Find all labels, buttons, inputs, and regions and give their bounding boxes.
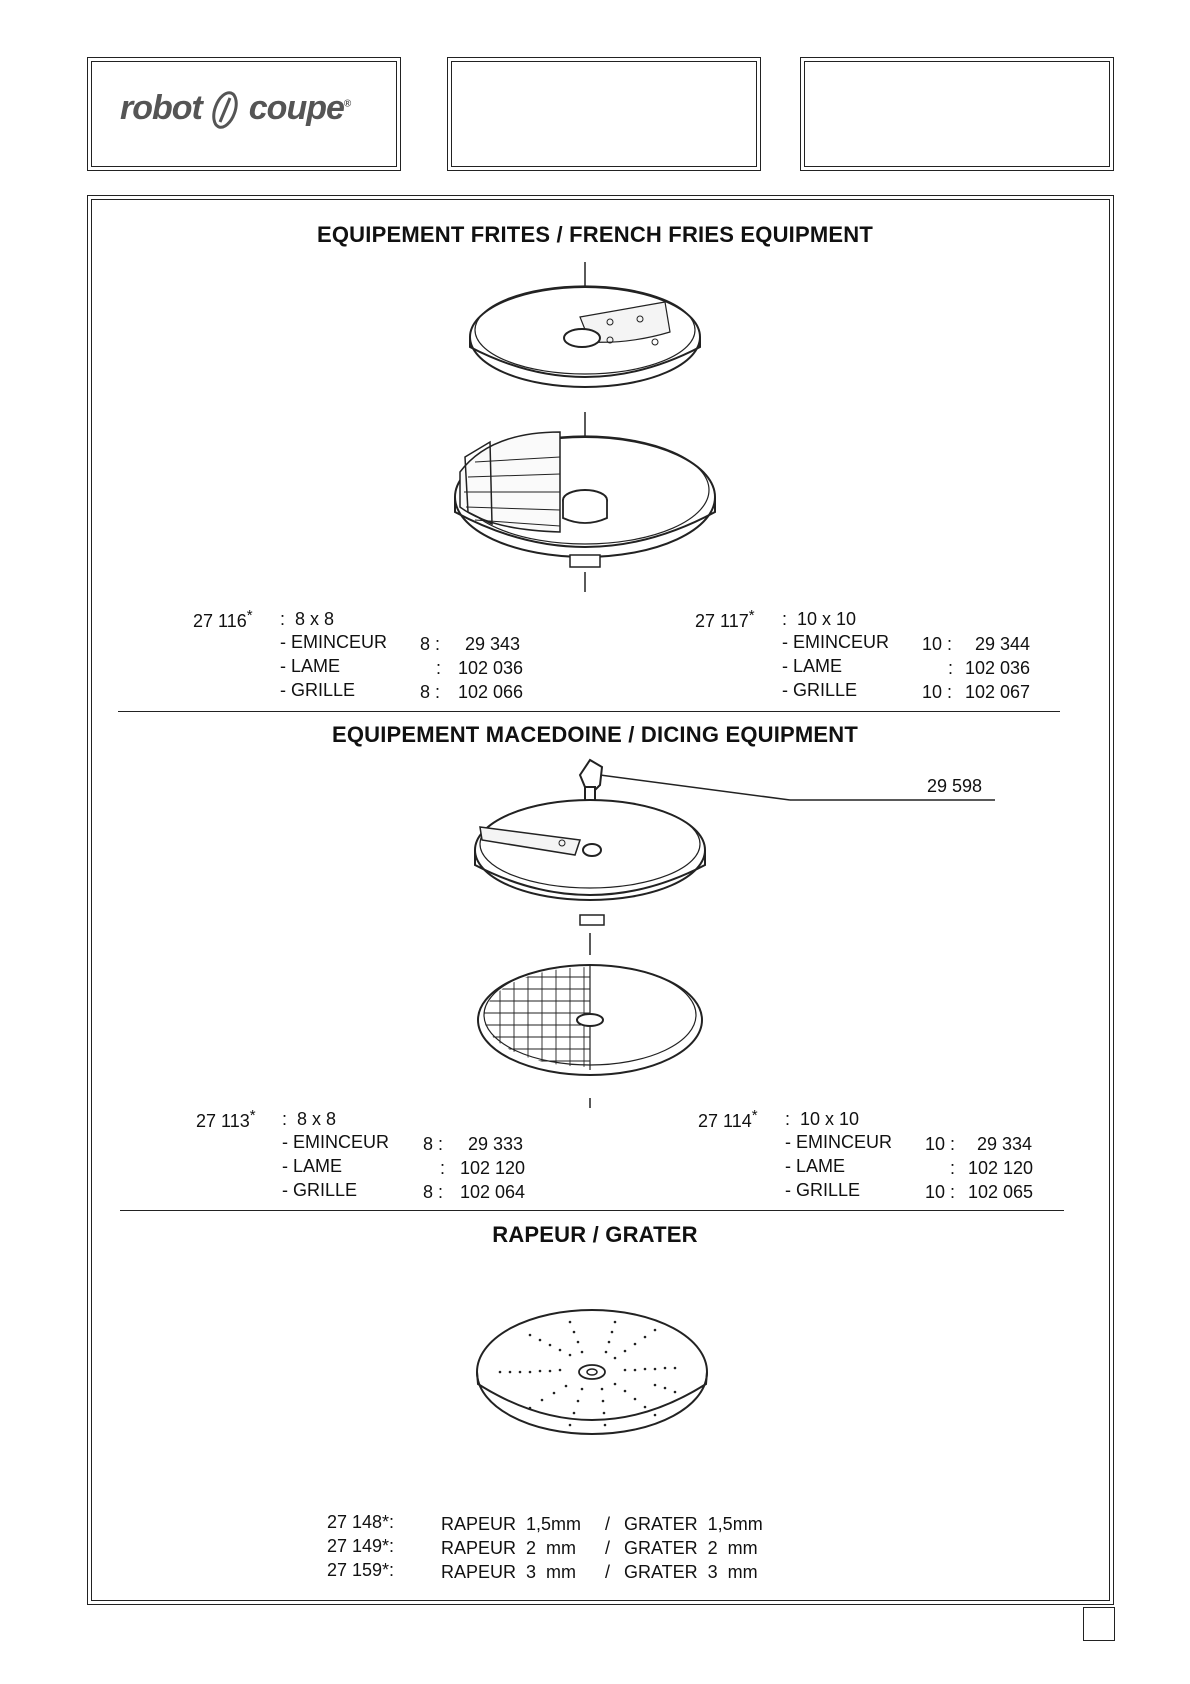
row-label: - LAME (785, 1156, 846, 1176)
row-size: 10 : (925, 1134, 956, 1154)
dicing-section-title: EQUIPEMENT MACEDOINE / DICING EQUIPMENT (331, 722, 859, 747)
header-logo-box (87, 57, 401, 171)
fries-left-ref (193, 607, 253, 632)
row-size: : (948, 658, 954, 678)
row-code: 102 067 (965, 682, 1031, 702)
grater-ref: 27 148*: (327, 1512, 395, 1532)
header-empty-box-middle (447, 57, 761, 171)
row-code: 29 334 (977, 1134, 1033, 1154)
grater-en: GRATER 2 mm (624, 1538, 758, 1558)
dicing-left-size: : 8 x 8 (282, 1109, 337, 1129)
row-size: : (950, 1158, 956, 1178)
dicing-right-size: : 10 x 10 (785, 1109, 860, 1129)
part-ref: 27 114 (698, 1111, 752, 1131)
row-size: 8 : (423, 1182, 444, 1202)
row-label: - GRILLE (785, 1180, 861, 1200)
row-size: 8 : (423, 1134, 444, 1154)
row-label: - EMINCEUR (782, 632, 889, 652)
grater-en: GRATER 1,5mm (624, 1514, 763, 1534)
row-label: - GRILLE (280, 680, 356, 700)
part-ref: 27 116 (193, 611, 247, 631)
grater-ref: 27 159*: (327, 1560, 395, 1580)
logo-registered: ® (343, 98, 351, 110)
row-label: - GRILLE (282, 1180, 358, 1200)
row-code: 102 036 (965, 658, 1031, 678)
logo-text-left: robot (120, 88, 202, 127)
row-label: - LAME (280, 656, 341, 676)
brand-logo (120, 88, 350, 132)
grater-sep: / (605, 1538, 611, 1558)
asterisk: * (748, 607, 755, 624)
dicing-disc-illustration (440, 755, 1000, 1115)
asterisk: * (246, 607, 253, 624)
asterisk: * (751, 1107, 758, 1124)
row-label: - LAME (782, 656, 843, 676)
header-empty-box-right (800, 57, 1114, 171)
row-size: : (440, 1158, 446, 1178)
row-code: 102 120 (460, 1158, 526, 1178)
row-size: 10 : (922, 682, 953, 702)
fries-left-size: : 8 x 8 (280, 609, 335, 629)
logo-text-right: coupe (248, 88, 344, 127)
row-code: 102 120 (968, 1158, 1034, 1178)
grater-ref: 27 149*: (327, 1536, 395, 1556)
dicing-right-ref (698, 1107, 758, 1132)
row-size: 10 : (925, 1182, 956, 1202)
grater-fr: RAPEUR 1,5mm (441, 1514, 582, 1534)
section-divider (118, 711, 1060, 712)
fries-right-size: : 10 x 10 (782, 609, 857, 629)
row-label: - EMINCEUR (785, 1132, 892, 1152)
dicing-callout-label: 29 598 (927, 776, 983, 796)
fries-right-ref (695, 607, 755, 632)
row-code: 102 066 (458, 682, 524, 702)
row-code: 29 343 (465, 634, 521, 654)
asterisk: * (249, 1107, 256, 1124)
grater-fr: RAPEUR 2 mm (441, 1538, 577, 1558)
row-size: 10 : (922, 634, 953, 654)
part-ref: 27 117 (695, 611, 749, 631)
row-size: 8 : (420, 634, 441, 654)
logo-mark-icon (210, 88, 240, 132)
grater-fr: RAPEUR 3 mm (441, 1562, 577, 1582)
grater-disc-illustration (470, 1300, 720, 1460)
row-code: 29 333 (468, 1134, 524, 1154)
grater-sep: / (605, 1562, 611, 1582)
row-code: 102 064 (460, 1182, 526, 1202)
grater-section-title: RAPEUR / GRATER (492, 1222, 698, 1247)
row-label: - EMINCEUR (282, 1132, 389, 1152)
row-size: 8 : (420, 682, 441, 702)
row-label: - EMINCEUR (280, 632, 387, 652)
grater-sep: / (605, 1514, 611, 1534)
row-code: 102 065 (968, 1182, 1034, 1202)
row-size: : (436, 658, 442, 678)
row-code: 102 036 (458, 658, 524, 678)
fries-section-title: EQUIPEMENT FRITES / FRENCH FRIES EQUIPMENT (317, 222, 873, 247)
part-ref: 27 113 (196, 1111, 250, 1131)
row-label: - LAME (282, 1156, 343, 1176)
page-number-box (1083, 1607, 1115, 1641)
row-code: 29 344 (975, 634, 1031, 654)
row-label: - GRILLE (782, 680, 858, 700)
dicing-left-ref (196, 1107, 256, 1132)
fries-disc-illustration (430, 262, 730, 592)
grater-en: GRATER 3 mm (624, 1562, 758, 1582)
section-divider (120, 1210, 1064, 1211)
